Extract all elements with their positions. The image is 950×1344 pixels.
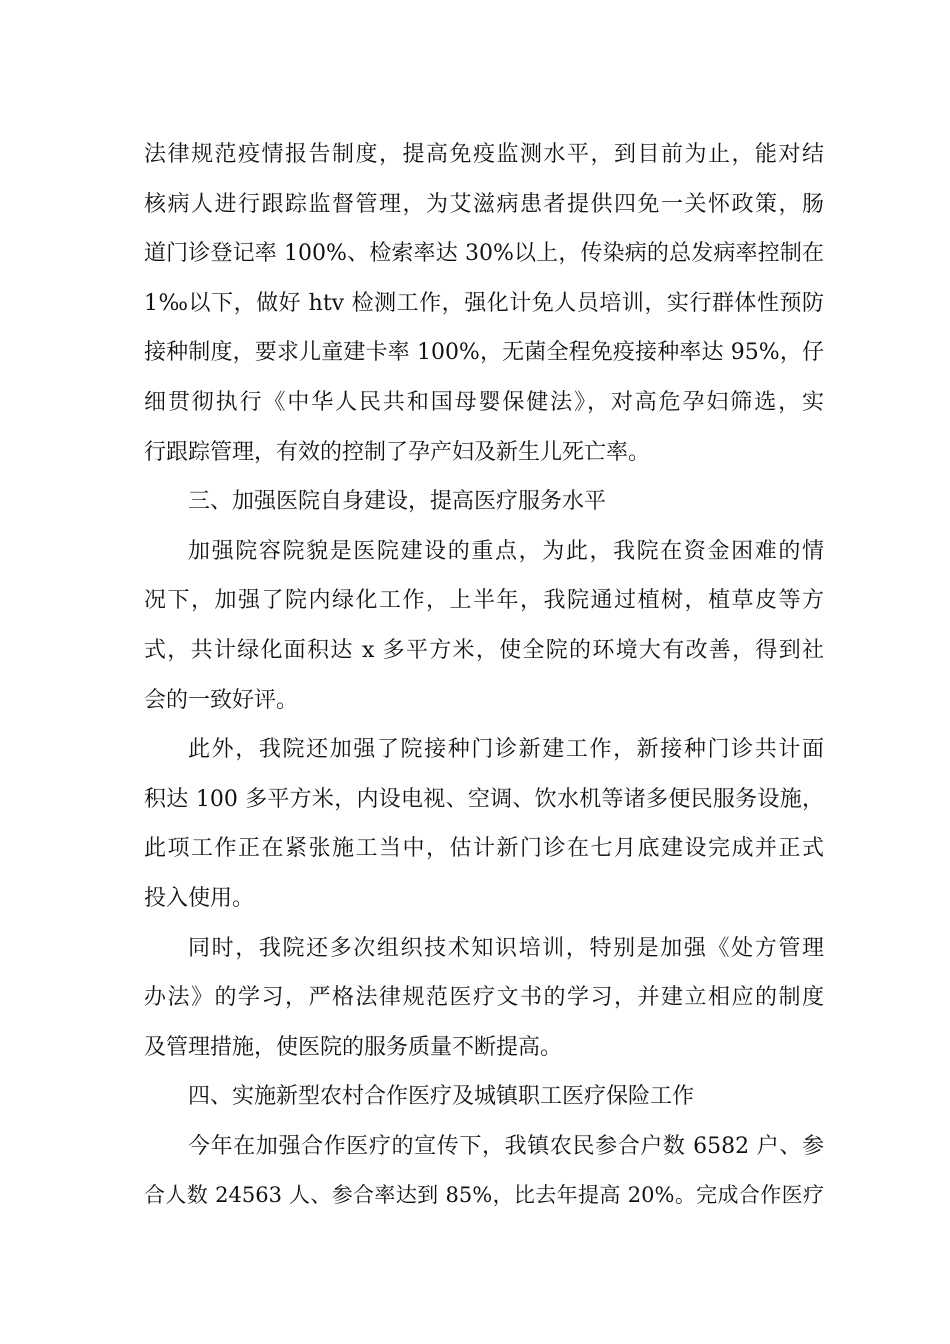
text-line: 同时，我院还多次组织技术知识培训，特别是加强《处方管理 bbox=[188, 935, 824, 961]
text-line: 式，共计绿化面积达 x 多平方米，使全院的环境大有改善，得到社 bbox=[144, 637, 824, 663]
text-line: 积达 100 多平方米，内设电视、空调、饮水机等诸多便民服务设施， bbox=[144, 786, 824, 812]
text-line: 此外，我院还加强了院接种门诊新建工作，新接种门诊共计面 bbox=[188, 737, 824, 763]
text-line: 法律规范疫情报告制度，提高免疫监测水平，到目前为止，能对结 bbox=[144, 142, 824, 167]
text-line: 1‰以下，做好 htv 检测工作，强化计免人员培训，实行群体性预防 bbox=[144, 290, 824, 316]
section-heading: 四、实施新型农村合作医疗及城镇职工医疗保险工作 bbox=[188, 1084, 695, 1110]
text-line: 合人数 24563 人、参合率达到 85%，比去年提高 20%。完成合作医疗 bbox=[144, 1183, 824, 1208]
text-line: 加强院容院貌是医院建设的重点，为此，我院在资金困难的情 bbox=[188, 538, 824, 564]
text-line: 行跟踪管理，有效的控制了孕产妇及新生儿死亡率。 bbox=[144, 439, 651, 465]
document-body bbox=[144, 130, 824, 1221]
text-line: 此项工作正在紧张施工当中，估计新门诊在七月底建设完成并正式 bbox=[144, 836, 824, 862]
text-line: 核病人进行跟踪监督管理，为艾滋病患者提供四免一关怀政策，肠 bbox=[144, 191, 824, 217]
text-line: 接种制度，要求儿童建卡率 100%，无菌全程免疫接种率达 95%，仔 bbox=[144, 340, 824, 366]
text-line: 办法》的学习，严格法律规范医疗文书的学习，并建立相应的制度 bbox=[144, 985, 824, 1011]
text-line: 今年在加强合作医疗的宣传下，我镇农民参合户数 6582 户、参 bbox=[188, 1133, 824, 1159]
text-line: 及管理措施，使医院的服务质量不断提高。 bbox=[144, 1034, 563, 1060]
text-line: 道门诊登记率 100%、检索率达 30%以上，传染病的总发病率控制在 bbox=[144, 241, 824, 267]
text-line: 况下，加强了院内绿化工作，上半年，我院通过植树，植草皮等方 bbox=[144, 588, 824, 614]
text-line: 细贯彻执行《中华人民共和国母婴保健法》，对高危孕妇筛选，实 bbox=[144, 389, 824, 415]
section-heading: 三、加强医院自身建设，提高医疗服务水平 bbox=[188, 489, 607, 515]
text-line: 会的一致好评。 bbox=[144, 687, 299, 713]
text-line: 投入使用。 bbox=[144, 885, 255, 911]
